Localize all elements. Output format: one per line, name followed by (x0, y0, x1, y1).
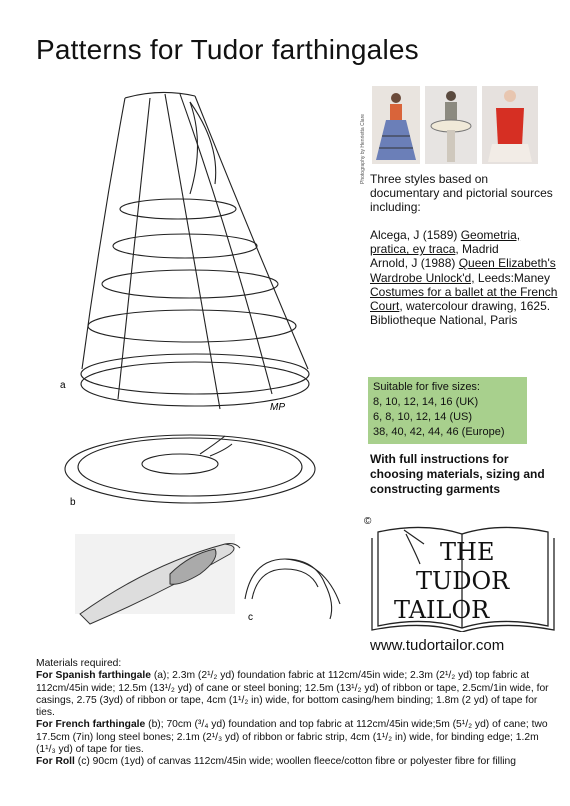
page-title: Patterns for Tudor farthingales (36, 34, 419, 65)
tudor-tailor-logo (364, 514, 560, 632)
reference-item: Costumes for a ballet at the French Court, watercolour drawing, 1625. Bibliotheque National, Paris (370, 284, 558, 328)
french-farthingale-drawing (65, 435, 315, 503)
svg-text:©: © (364, 516, 372, 527)
materials-intro: Materials required: (36, 658, 122, 669)
instructions-note: With full instructions for choosing materials, sizing and constructing garments (370, 452, 545, 496)
materials-roll: For Roll (c) 90cm (1yd) of canvas 112cm/45in wide; woollen fleece/cotton fibre or polyester fibre for filling (36, 756, 516, 768)
reference-item: Arnold, J (1988) Queen Elizabeth's Wardrobe Unlock'd, Leeds:Maney (370, 256, 556, 285)
photo-roll-bodice (482, 86, 538, 164)
materials-spanish: For Spanish farthingale (a); 2.3m (2¹/₂ yd) foundation fabric at 112cm/45in wide; 2.3m (2¹/₂ yd) top fabric at 112cm/45in wide; 12.5m (13¹/₂ yd) of cane or steel boning; 12.5m (13¹/₂ yd) of ribbon or tape, 2.5cm/1in wide, for casings, 2.75 (3yd) of ribbon or tape, 4cm (1¹/₂ in) wide, for bottom casing/hem binding; 1.8m (2 yd) of tape for ties. (36, 670, 549, 719)
photo-credit: Photography by Henrietta Clare (360, 113, 366, 184)
svg-text:TUDOR: TUDOR (416, 567, 510, 595)
sizes-us: 6, 8, 10, 12, 14 (US) (373, 411, 473, 423)
sizes-eu: 38, 40, 42, 44, 46 (Europe) (373, 426, 505, 438)
svg-text:TAILOR: TAILOR (394, 596, 490, 624)
website-url[interactable]: www.tudortailor.com (370, 637, 505, 654)
artist-initials: MP (270, 402, 285, 413)
materials-section (36, 658, 550, 769)
sizes-uk: 8, 10, 12, 14, 16 (UK) (373, 396, 479, 408)
figure-label-c: c (248, 612, 253, 623)
sizes-header: Suitable for five sizes: (373, 381, 480, 393)
photo-french-farthingale (425, 86, 477, 164)
description-blurb: Three styles based on documentary and pictorial sources including: (370, 172, 553, 215)
materials-french: For French farthingale (b); 70cm (³/₄ yd) foundation and top fabric at 112cm/45in wide;5m (5¹/₂ yd) of cane; two 17.5cm (7in) long steel bones; 2.1m (2¹/₃ yd) of ribbon or fabric strip, 4cm (1¹/₂ in) wide, for binding edge; 1.2m (1¹/₃ yd) of tape for ties. (36, 719, 548, 756)
figure-label-b: b (70, 497, 76, 508)
reference-item: Alcega, J (1589) Geometria, pratica, ey traca, Madrid (370, 228, 521, 257)
spanish-farthingale-drawing (81, 92, 309, 409)
source-references (370, 228, 560, 327)
svg-text:THE: THE (440, 538, 495, 566)
photo-spanish-farthingale (372, 86, 420, 164)
farthingale-illustrations (40, 84, 360, 644)
roll-drawing (75, 534, 240, 624)
sizes-box (368, 377, 527, 444)
roll-cross-section-drawing (245, 559, 340, 619)
figure-label-a: a (60, 380, 66, 391)
